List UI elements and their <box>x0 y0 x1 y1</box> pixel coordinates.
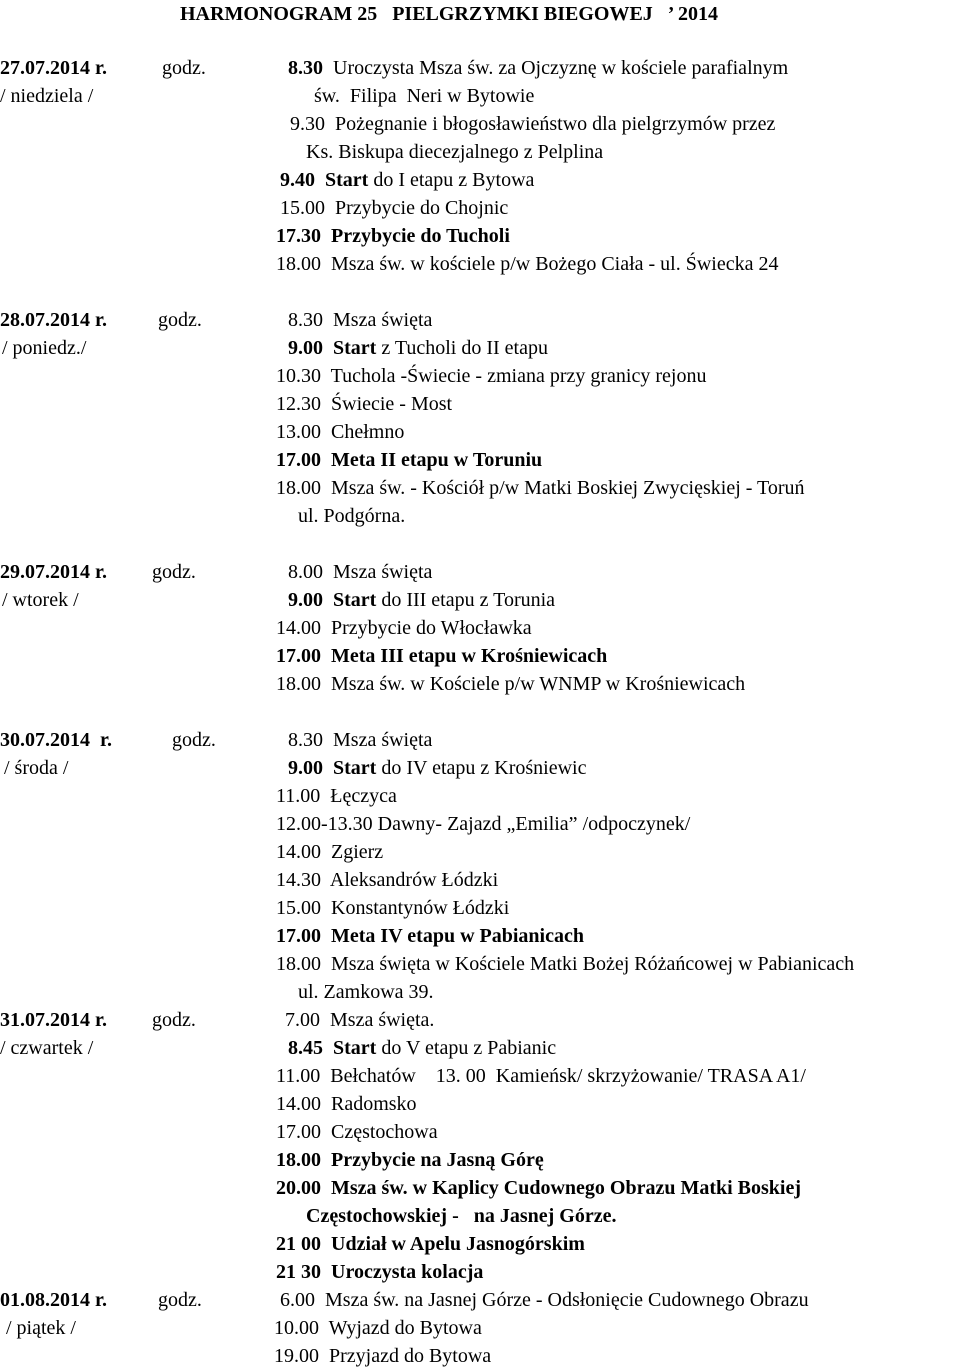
entry-emphasis: 8.30 <box>288 57 323 79</box>
schedule-entry: 17.00 Częstochowa <box>276 1121 438 1143</box>
schedule-entry: 6.00 Msza św. na Jasnej Górze - Odsłonięcie Cudownego Obrazu <box>280 1289 809 1311</box>
entry-emphasis: 18.00 Przybycie na Jasną Górę <box>276 1149 544 1171</box>
schedule-entry <box>288 1036 556 1060</box>
entry-emphasis: 17.30 Przybycie do Tucholi <box>276 225 510 247</box>
schedule-entry: św. Filipa Neri w Bytowie <box>314 85 535 107</box>
schedule-entry <box>276 1232 585 1256</box>
day-date: 30.07.2014 r. <box>0 729 113 751</box>
entry-rest: do III etapu z Torunia <box>376 589 556 611</box>
entry-emphasis: 9.00 Start <box>288 589 377 611</box>
day-godz-label: godz. <box>172 729 216 751</box>
day-date: 29.07.2014 r. <box>0 561 108 583</box>
entry-emphasis: 17.00 Meta II etapu w Toruniu <box>276 449 543 471</box>
schedule-entry <box>276 224 510 248</box>
schedule-entry <box>276 1176 801 1200</box>
entry-emphasis: 9.00 Start <box>288 337 377 359</box>
schedule-entry <box>276 924 584 948</box>
schedule-entry <box>280 168 534 192</box>
schedule-entry: 15.00 Przybycie do Chojnic <box>280 197 509 219</box>
entry-rest: Uroczysta Msza św. za Ojczyznę w kościele parafialnym <box>323 57 789 79</box>
schedule-entry: 18.00 Msza św. - Kościół p/w Matki Boskiej Zwycięskiej - Toruń <box>276 477 805 499</box>
schedule-entry <box>276 1260 483 1284</box>
schedule-entry: 7.00 Msza święta. <box>285 1009 435 1031</box>
schedule-entry: 12.30 Świecie - Most <box>276 393 453 415</box>
day-date: 01.08.2014 r. <box>0 1289 108 1311</box>
day-godz-label: godz. <box>158 1289 202 1311</box>
schedule-entry <box>306 1204 617 1228</box>
schedule-entry: 19.00 Przyjazd do Bytowa <box>274 1345 492 1367</box>
day-godz-label: godz. <box>162 57 206 79</box>
schedule-entry: 8.30 Msza święta <box>288 309 433 331</box>
entry-emphasis: 17.00 Meta III etapu w Krośniewicach <box>276 645 608 667</box>
schedule-entry: 11.00 Łęczyca <box>276 785 397 807</box>
day-of-week: / wtorek / <box>2 589 79 611</box>
day-of-week: / czwartek / <box>0 1037 94 1059</box>
day-godz-label: godz. <box>152 561 196 583</box>
schedule-entry: 8.30 Msza święta <box>288 729 433 751</box>
entry-rest: do IV etapu z Krośniewic <box>376 757 587 779</box>
schedule-entry: 9.30 Pożegnanie i błogosławieństwo dla pielgrzymów przez <box>290 113 776 135</box>
schedule-entry <box>288 56 788 80</box>
schedule-entry: 13.00 Chełmno <box>276 421 405 443</box>
schedule-entry: 14.30 Aleksandrów Łódzki <box>276 869 499 891</box>
schedule-entry <box>276 1148 544 1172</box>
entry-emphasis: 21 00 Udział w Apelu Jasnogórskim <box>276 1233 585 1255</box>
day-godz-label: godz. <box>152 1009 196 1031</box>
schedule-entry: 14.00 Zgierz <box>276 841 384 863</box>
entry-emphasis: 20.00 Msza św. w Kaplicy Cudownego Obrazu Matki Boskiej <box>276 1177 802 1199</box>
schedule-entry: 15.00 Konstantynów Łódzki <box>276 897 510 919</box>
schedule-entry: 10.30 Tuchola -Świecie - zmiana przy granicy rejonu <box>276 365 707 387</box>
schedule-entry: 8.00 Msza święta <box>288 561 433 583</box>
entry-emphasis: 9.40 Start <box>280 169 369 191</box>
schedule-entry: 12.00-13.30 Dawny- Zajazd „Emilia” /odpoczynek/ <box>276 813 691 835</box>
schedule-entry: 14.00 Przybycie do Włocławka <box>276 617 532 639</box>
schedule-entry <box>288 588 555 612</box>
day-date: 31.07.2014 r. <box>0 1009 108 1031</box>
entry-emphasis: 9.00 Start <box>288 757 377 779</box>
day-of-week: / piątek / <box>6 1317 76 1339</box>
schedule-entry <box>288 336 548 360</box>
entry-emphasis: 17.00 Meta IV etapu w Pabianicach <box>276 925 584 947</box>
schedule-entry: ul. Zamkowa 39. <box>298 981 434 1003</box>
entry-emphasis: Częstochowskiej - na Jasnej Górze. <box>306 1205 617 1227</box>
entry-emphasis: 21 30 Uroczysta kolacja <box>276 1261 484 1283</box>
day-of-week: / środa / <box>4 757 69 779</box>
schedule-entry: Ks. Biskupa diecezjalnego z Pelplina <box>306 141 604 163</box>
entry-rest: z Tucholi do II etapu <box>376 337 548 359</box>
day-of-week: / niedziela / <box>0 85 94 107</box>
day-date: 28.07.2014 r. <box>0 309 108 331</box>
schedule-entry: ul. Podgórna. <box>298 505 406 527</box>
schedule-entry: 10.00 Wyjazd do Bytowa <box>274 1317 482 1339</box>
schedule-entry: 11.00 Bełchatów 13. 00 Kamieńsk/ skrzyżowanie/ TRASA A1/ <box>276 1065 806 1087</box>
schedule-entry <box>288 756 586 780</box>
day-of-week: / poniedz./ <box>2 337 87 359</box>
schedule-entry <box>276 644 607 668</box>
day-date: 27.07.2014 r. <box>0 57 108 79</box>
entry-rest: do I etapu z Bytowa <box>368 169 535 191</box>
schedule-entry: 14.00 Radomsko <box>276 1093 417 1115</box>
day-godz-label: godz. <box>158 309 202 331</box>
schedule-entry <box>276 448 542 472</box>
schedule-entry: 18.00 Msza św. w kościele p/w Bożego Ciała - ul. Świecka 24 <box>276 253 779 275</box>
document-title: HARMONOGRAM 25 PIELGRZYMKI BIEGOWEJ ’ 2014 <box>180 3 718 25</box>
schedule-entry: 18.00 Msza św. w Kościele p/w WNMP w Krośniewicach <box>276 673 746 695</box>
entry-rest: do V etapu z Pabianic <box>376 1037 557 1059</box>
entry-emphasis: 8.45 Start <box>288 1037 377 1059</box>
schedule-entry: 18.00 Msza święta w Kościele Matki Bożej Różańcowej w Pabianicach <box>276 953 855 975</box>
